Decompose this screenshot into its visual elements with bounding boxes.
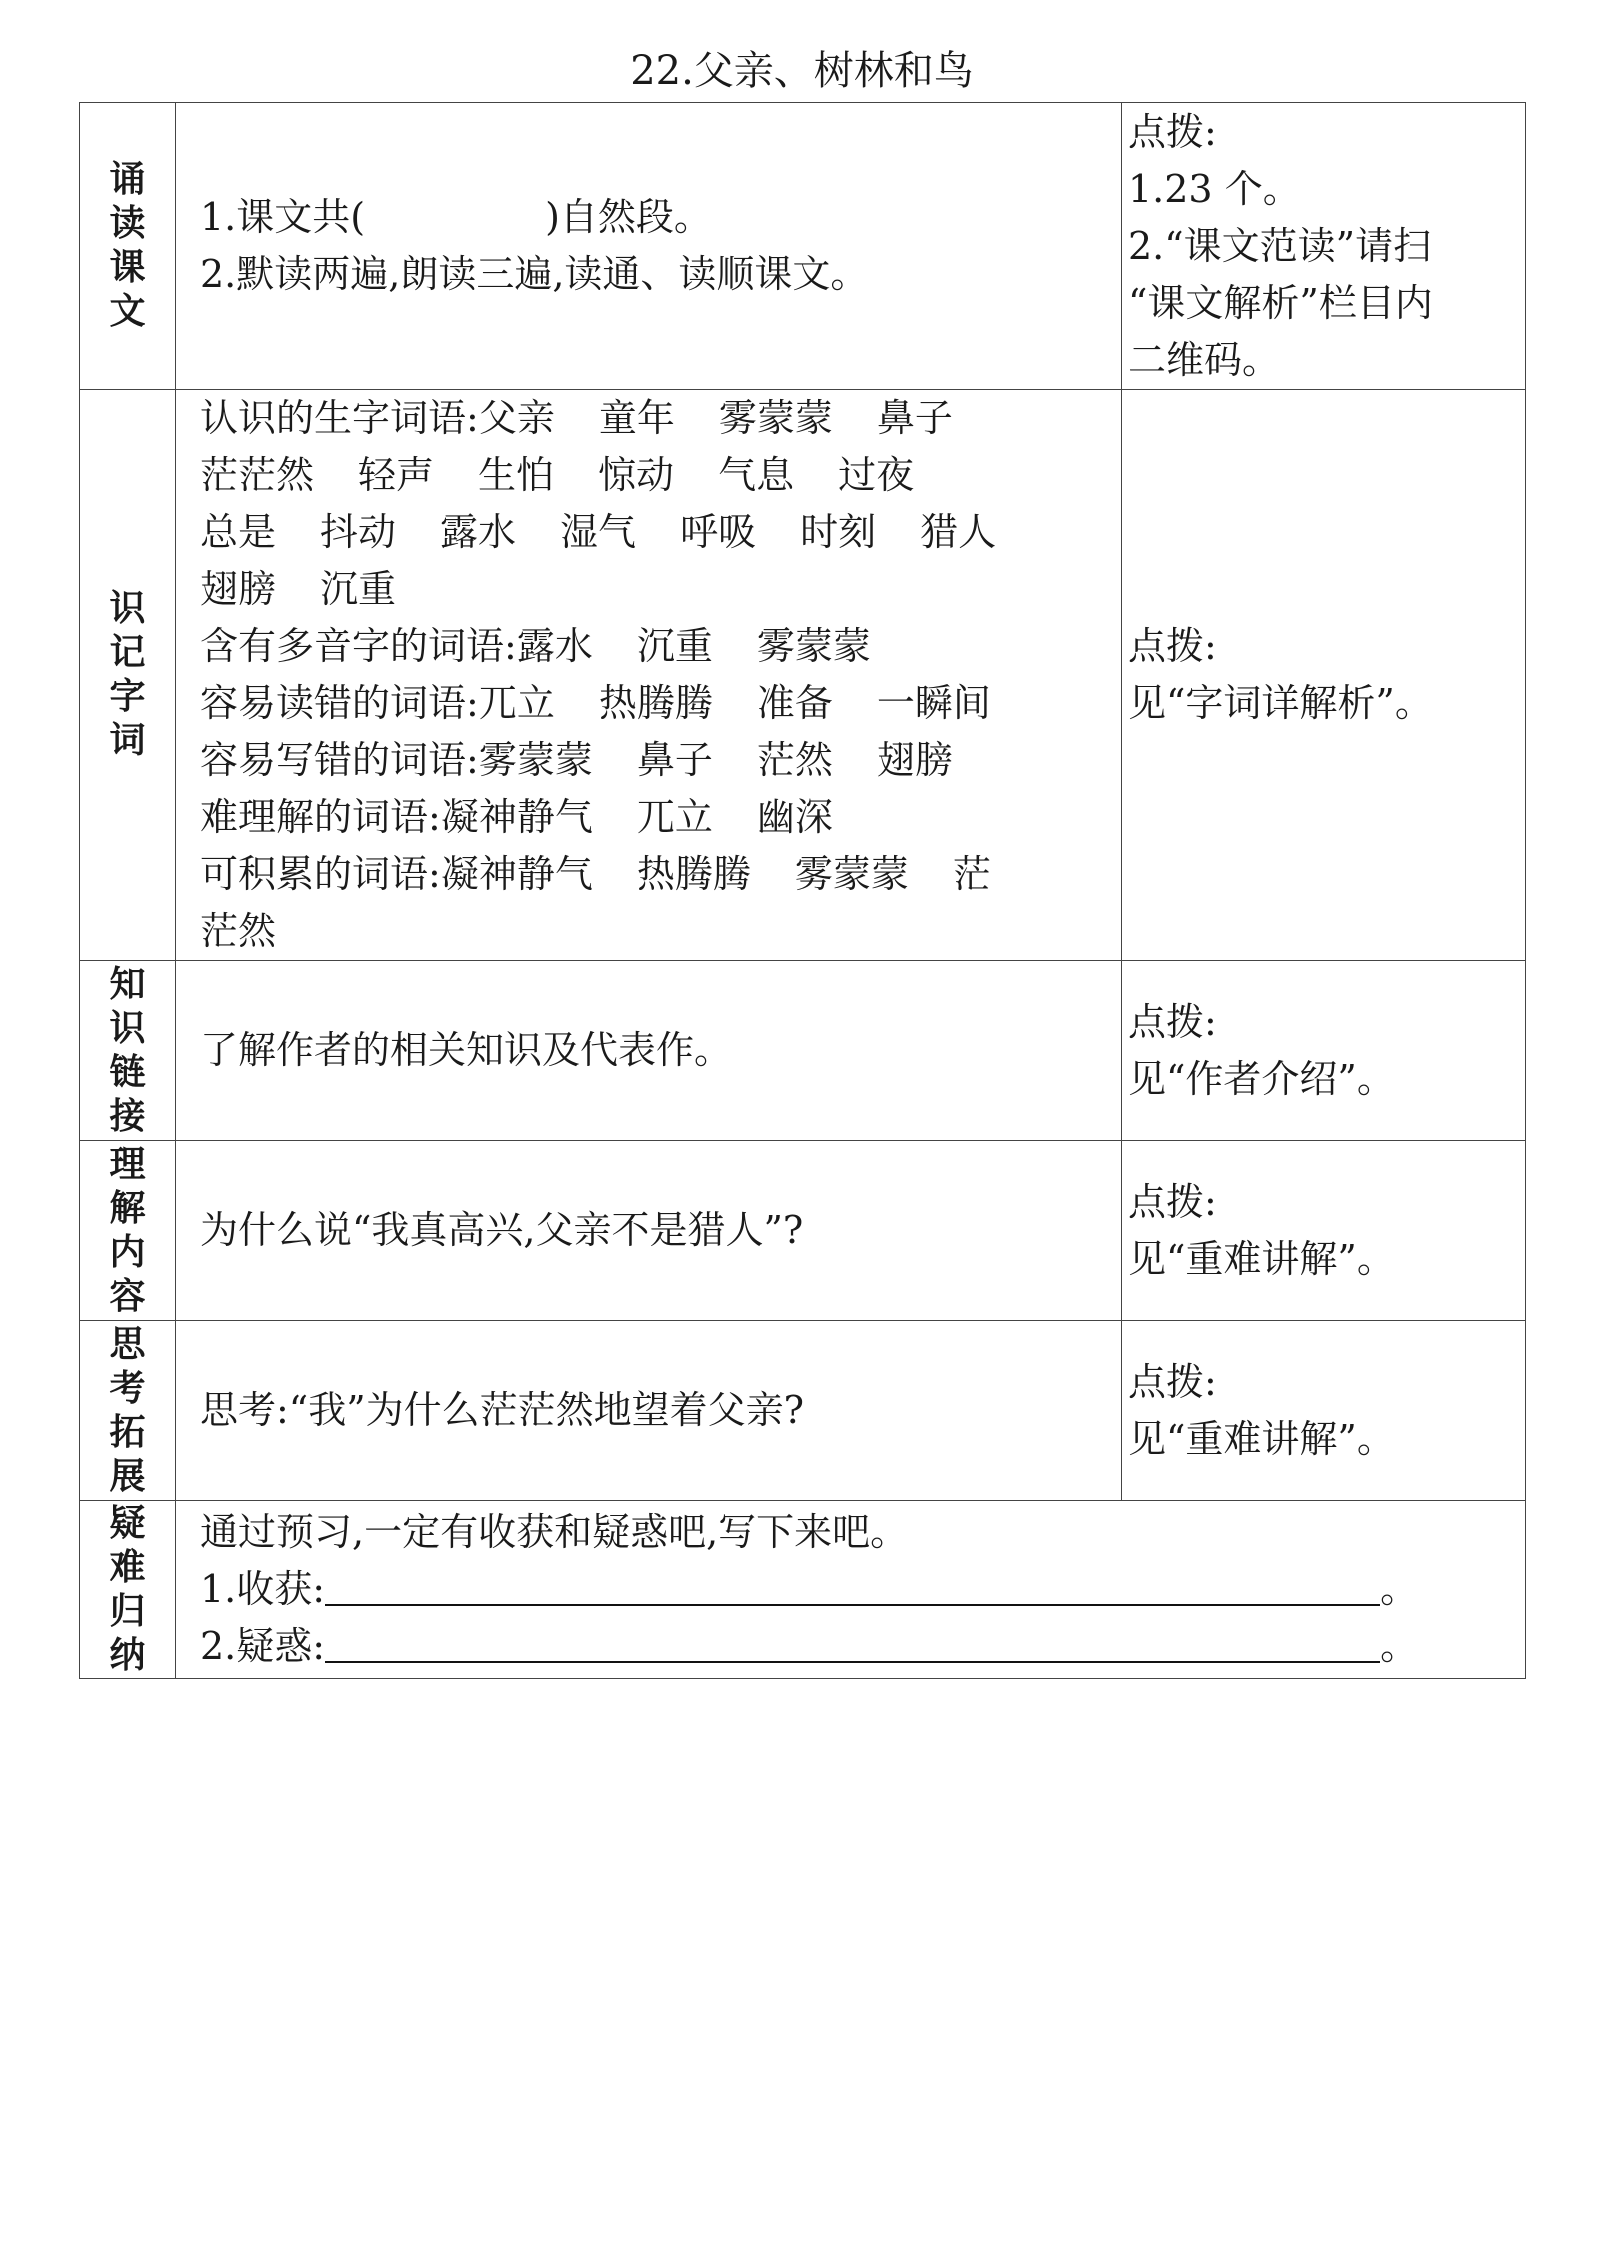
row-think: [80, 1321, 1526, 1501]
new-words-line: 总是 抖动 露水 湿气 呼吸 时刻 猎人: [200, 510, 997, 554]
preview-table: [79, 102, 1526, 1679]
difficult-words-line: 难理解的词语:凝神静气 兀立 幽深: [200, 795, 833, 839]
words-hint: 点拨: 见“字词详解析”。: [1122, 390, 1526, 961]
new-words-line: 认识的生字词语:父亲 童年 雾蒙蒙 鼻子: [200, 396, 953, 440]
accumulate-words-line: 可积累的词语:凝神静气 热腾腾 雾蒙蒙 茫: [200, 852, 991, 896]
row-label-think: 思 考 拓 展: [80, 1321, 176, 1501]
row-words: [80, 390, 1526, 961]
accumulate-words-line: 茫然: [200, 909, 277, 953]
misread-words-line: 容易读错的词语:兀立 热腾腾 准备 一瞬间: [200, 681, 991, 725]
summary-intro: 通过预习,一定有收获和疑惑吧,写下来吧。: [200, 1510, 909, 1554]
row-label-knowledge: 知 识 链 接: [80, 961, 176, 1141]
gain-answer-line[interactable]: [325, 1566, 1380, 1606]
summary-content: [176, 1501, 1526, 1679]
row-label-understand: 理 解 内 容: [80, 1141, 176, 1321]
new-words-line: 茫茫然 轻声 生怕 惊动 气息 过夜: [200, 453, 915, 497]
row-reading: [80, 103, 1526, 390]
understand-question: 为什么说“我真高兴,父亲不是猎人”?: [176, 1141, 1122, 1321]
page-title: 22.父亲、树林和鸟: [630, 48, 974, 94]
polyphone-words-line: 含有多音字的词语:露水 沉重 雾蒙蒙: [200, 624, 871, 668]
row-label-words: 识 记 字 词: [80, 390, 176, 961]
reading-instruction: 2.默读两遍,朗读三遍,读通、读顺课文。: [200, 252, 869, 296]
knowledge-hint: 点拨: 见“作者介绍”。: [1122, 961, 1526, 1141]
think-hint: 点拨: 见“重难讲解”。: [1122, 1321, 1526, 1501]
row-knowledge: [80, 961, 1526, 1141]
gain-line: 1.收获: 。: [200, 1567, 1419, 1611]
row-label-reading: 诵 读 课 文: [80, 103, 176, 390]
new-words-line: 翅膀 沉重: [200, 567, 397, 611]
think-question: 思考:“我”为什么茫茫然地望着父亲?: [176, 1321, 1122, 1501]
words-content: [176, 390, 1122, 961]
knowledge-content: 了解作者的相关知识及代表作。: [176, 961, 1122, 1141]
row-label-summary: 疑 难 归 纳: [80, 1501, 176, 1679]
paragraph-count-question: 1.课文共( )自然段。: [200, 195, 712, 239]
row-summary: [80, 1501, 1526, 1679]
reading-hint: 点拨: 1.23 个。 2.“课文范读”请扫 “课文解析”栏目内 二维码。: [1122, 103, 1526, 390]
miswritten-words-line: 容易写错的词语:雾蒙蒙 鼻子 茫然 翅膀: [200, 738, 953, 782]
doubt-answer-line[interactable]: [325, 1623, 1380, 1663]
reading-content: [176, 103, 1122, 390]
row-understand: [80, 1141, 1526, 1321]
understand-hint: 点拨: 见“重难讲解”。: [1122, 1141, 1526, 1321]
doubt-line: 2.疑惑: 。: [200, 1624, 1419, 1668]
